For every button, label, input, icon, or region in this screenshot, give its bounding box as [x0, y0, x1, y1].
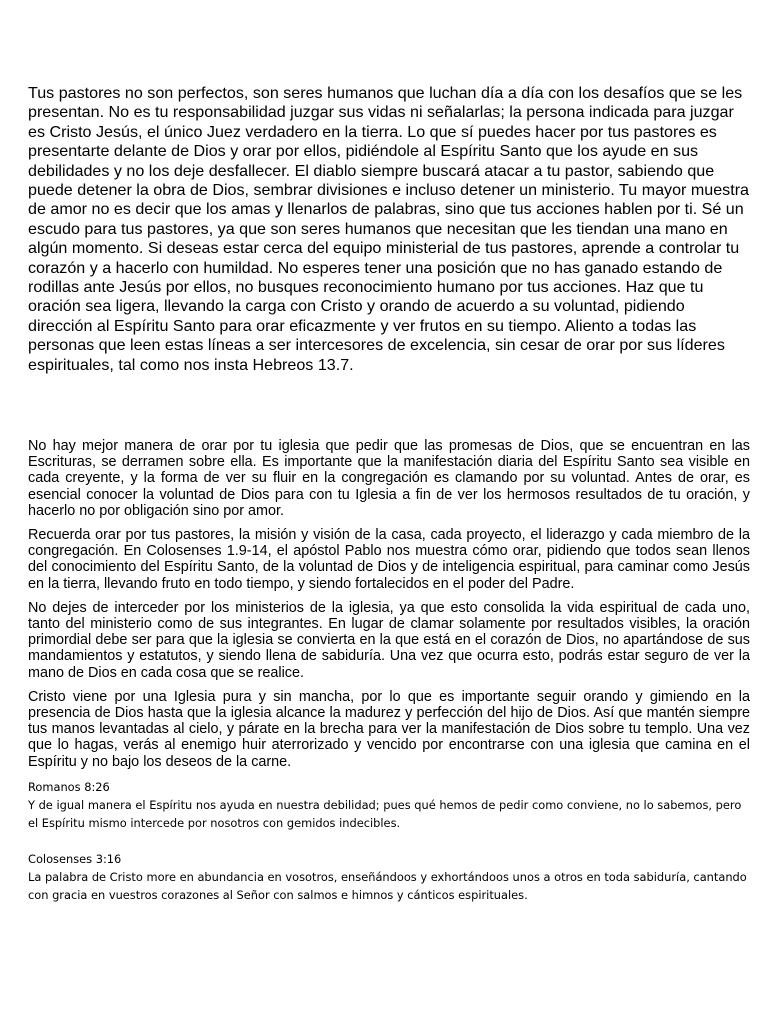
body-paragraph-3: No dejes de interceder por los ministerios de la iglesia, ya que esto consolida la vida espiritual de cada uno, tanto del ministerio como de sus integrantes. En lugar de clamar solamente por resultados visibles, la oración primordial debe ser para que la iglesia se convierta en la que está en el corazón de Dios, no apartándose de sus mandamientos y estatutos, y siendo llena de sabiduría. Una vez que ocurra esto, podrás estar seguro de ver la mano de Dios en cada cosa que se realice.: [28, 599, 750, 681]
verse-block-romanos: [28, 778, 750, 832]
verse-text: La palabra de Cristo more en abundancia en vosotros, enseñándoos y exhortándoos unos a otros en toda sabiduría, cantando con gracia en vuestros corazones al Señor con salmos e himnos y cánticos espirituales.: [28, 869, 747, 902]
verse-text: Y de igual manera el Espíritu nos ayuda en nuestra debilidad; pues qué hemos de pedir como conviene, no lo sabemos, pero el Espíritu mismo intercede por nosotros con gemidos indecibles.: [28, 797, 742, 830]
body-paragraph-1: No hay mejor manera de orar por tu iglesia que pedir que las promesas de Dios, que se encuentran en las Escrituras, se derramen sobre ella. Es importante que la manifestación diaria del Espíritu Santo sea visible en cada creyente, y la forma de ver su fluir en la congregación es clamando por su voluntad. Antes de orar, es esencial conocer la voluntad de Dios para con tu Iglesia a fin de ver los hermosos resultados de tu oración, y hacerlo no por obligación sino por amor.: [28, 438, 750, 519]
prayer-section: [28, 438, 750, 904]
verse-reference: Colosenses 3:16: [28, 851, 122, 866]
intro-paragraph: Tus pastores no son perfectos, son seres humanos que luchan día a día con los desafíos que se les presentan. No es tu responsabilidad juzgar sus vidas ni señalarlas; la persona indicada para juzgar es Cristo Jesús, el único Juez verdadero en la tierra. Lo que sí puedes hacer por tus pastores es presentarte delante de Dios y orar por ellos, pidiéndole al Espíritu Santo que los ayude en sus debilidades y no los deje desfallecer. El diablo siempre buscará atacar a tu pastor, sabiendo que puede detener la obra de Dios, sembrar divisiones e incluso detener un ministerio. Tu mayor muestra de amor no es decir que los amas y llenarlos de palabras, sino que tus acciones hablen por ti. Sé un escudo para tus pastores, ya que son seres humanos que necesitan que les tiendan una mano en algún momento. Si deseas estar cerca del equipo ministerial de tus pastores, aprende a controlar tu corazón y a hacerlo con humildad. No esperes tener una posición que no has ganado estando de rodillas ante Jesús por ellos, no busques reconocimiento humano por tus acciones. Haz que tu oración sea ligera, llevando la carga con Cristo y orando de acuerdo a su voluntad, pidiendo dirección al Espíritu Santo para orar eficazmente y ver frutos en su tiempo. Aliento a todas las personas que leen estas líneas a ser intercesores de excelencia, sin cesar de orar por sus líderes espirituales, tal como nos insta Hebreos 13.7.: [28, 84, 750, 374]
body-paragraph-4: Cristo viene por una Iglesia pura y sin mancha, por lo que es importante seguir orando y gimiendo en la presencia de Dios hasta que la iglesia alcance la madurez y perfección del hijo de Dios. Así que mantén siempre tus manos levantadas al cielo, y párate en la brecha para ver la manifestación de Dios sobre tu templo. Una vez que lo hagas, verás al enemigo huir aterrorizado y vencido por encontrarse con una iglesia que camina en el Espíritu y no bajo los deseos de la carne.: [28, 688, 750, 770]
body-paragraph-2: Recuerda orar por tus pastores, la misión y visión de la casa, cada proyecto, el liderazgo y cada miembro de la congregación. En Colosenses 1.9-14, el apóstol Pablo nos muestra cómo orar, pidiendo que todos sean llenos del conocimiento del Espíritu Santo, de la voluntad de Dios y de inteligencia espiritual, para caminar como Jesús en la tierra, llevando fruto en todo tiempo, y siendo fortalecidos en el poder del Padre.: [28, 527, 750, 592]
verse-block-colosenses: [28, 850, 750, 904]
verse-reference: Romanos 8:26: [28, 779, 110, 794]
